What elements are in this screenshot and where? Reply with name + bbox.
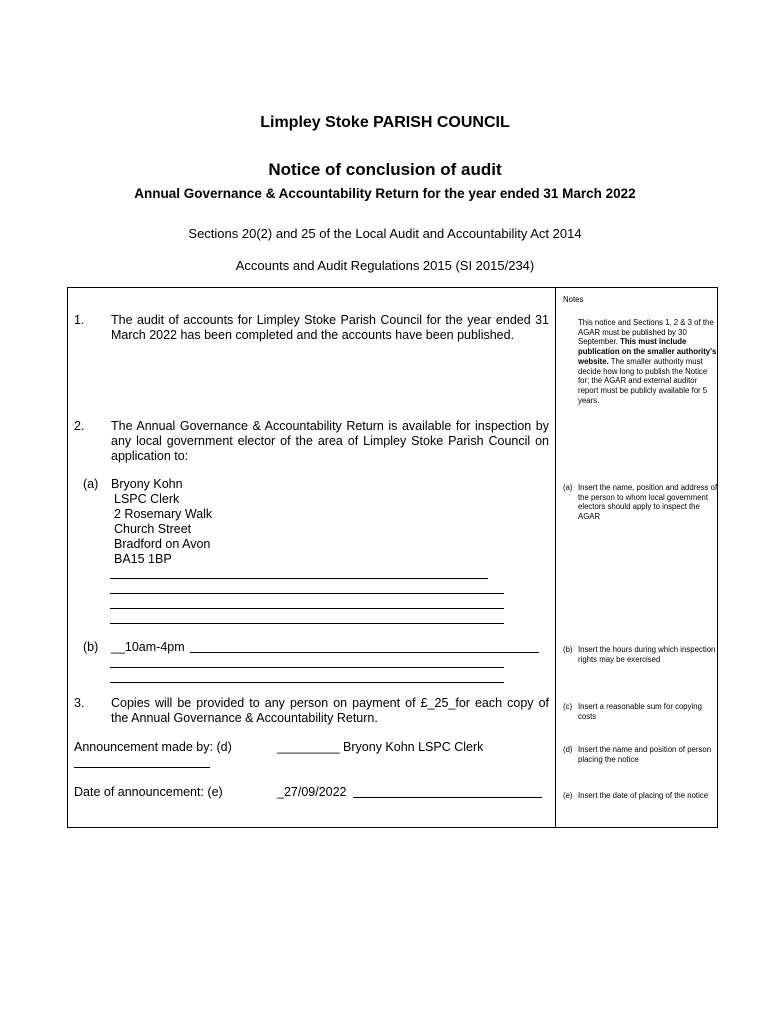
date-value: _27/09/2022 bbox=[277, 785, 347, 799]
item-2-text: The Annual Governance & Accountability Return is available for inspection by any local government elector of the area of Limpley Stoke Parish Council on application to: bbox=[111, 419, 549, 463]
item-2-number: 2. bbox=[74, 419, 85, 433]
blank-line bbox=[110, 578, 488, 579]
item-2b-label: (b) bbox=[83, 640, 99, 654]
blank-line bbox=[110, 608, 504, 609]
notice-title: Notice of conclusion of audit bbox=[268, 160, 502, 179]
notes-heading: Notes bbox=[563, 295, 584, 304]
blank-line bbox=[353, 797, 542, 798]
council-name: Limpley Stoke PARISH COUNCIL bbox=[260, 114, 510, 131]
date-label: Date of announcement: (e) bbox=[74, 785, 223, 799]
blank-line bbox=[190, 652, 539, 653]
note-c: Insert a reasonable sum for copying costs bbox=[578, 702, 702, 721]
announcement-value: _________ Bryony Kohn LSPC Clerk bbox=[277, 740, 484, 754]
act-sections: Sections 20(2) and 25 of the Local Audit and Accountability Act 2014 bbox=[188, 226, 582, 241]
notes-main bbox=[578, 318, 718, 405]
item-3-text: Copies will be provided to any person on payment of £_25_for each copy of the Annual Governance & Accountability Return. bbox=[111, 696, 549, 725]
item-2a-label: (a) bbox=[83, 477, 99, 491]
notes-main-bold: This must include publication on the smaller authority's website. bbox=[578, 337, 717, 366]
note-b: Insert the hours during which inspection rights may be exercised bbox=[578, 645, 716, 664]
agar-subtitle: Annual Governance & Accountability Return for the year ended 31 March 2022 bbox=[134, 186, 636, 201]
blank-line bbox=[110, 593, 504, 594]
column-divider bbox=[555, 287, 556, 828]
note-d-label: (d) bbox=[563, 745, 573, 754]
address-line: BA15 1BP bbox=[114, 552, 172, 566]
note-e: Insert the date of placing of the notice bbox=[578, 791, 709, 800]
blank-line bbox=[110, 623, 504, 624]
address-line: Bradford on Avon bbox=[114, 537, 211, 551]
inspection-hours: __10am-4pm bbox=[111, 640, 185, 654]
notes-main-pre: This notice and Sections 1, 2 & 3 of the AGAR must be published by 30 September. bbox=[578, 318, 714, 347]
note-c-label: (c) bbox=[563, 702, 573, 711]
notes-main-post: The smaller authority must decide how long to publish the Notice for; the AGAR and external auditor report must be publicly available for 5 years. bbox=[578, 356, 708, 405]
address-line: Church Street bbox=[114, 522, 192, 536]
item-3-number: 3. bbox=[74, 696, 85, 710]
note-d: Insert the name and position of person placing the notice bbox=[578, 745, 712, 764]
address-line: LSPC Clerk bbox=[114, 492, 180, 506]
blank-line bbox=[74, 767, 210, 768]
note-b-label: (b) bbox=[563, 645, 573, 654]
blank-line bbox=[110, 682, 504, 683]
item-1-number: 1. bbox=[74, 313, 85, 327]
address-line: 2 Rosemary Walk bbox=[114, 507, 213, 521]
blank-line bbox=[110, 667, 504, 668]
address-line: Bryony Kohn bbox=[111, 477, 183, 491]
note-a-label: (a) bbox=[563, 483, 573, 492]
note-e-label: (e) bbox=[563, 791, 573, 800]
item-1-text: The audit of accounts for Limpley Stoke Parish Council for the year ended 31 March 2022 has been completed and the accounts have been published. bbox=[111, 313, 549, 342]
note-a: Insert the name, position and address of the person to whom local government electors should apply to inspect the AGAR bbox=[578, 483, 718, 522]
announcement-label: Announcement made by: (d) bbox=[74, 740, 232, 754]
regulations: Accounts and Audit Regulations 2015 (SI 2015/234) bbox=[235, 258, 535, 273]
